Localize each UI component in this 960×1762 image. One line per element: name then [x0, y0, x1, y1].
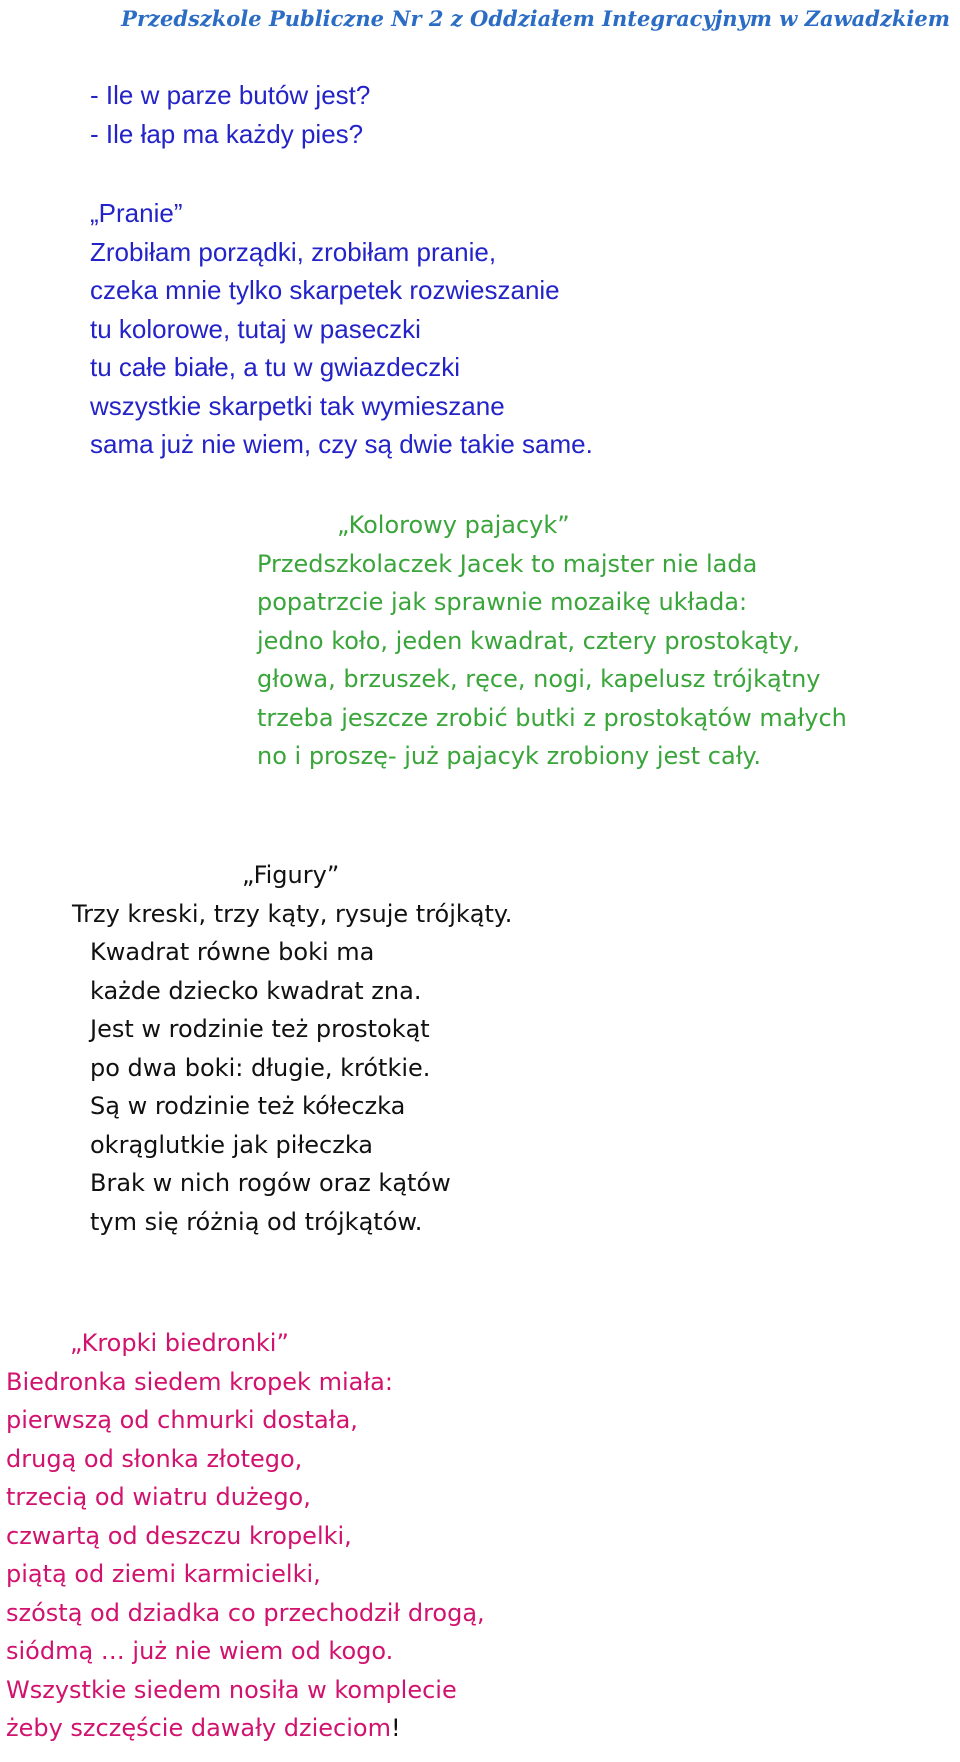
poem-title: „Figury”: [242, 861, 340, 889]
question-line: - Ile łap ma każdy pies?: [90, 118, 364, 149]
poem-line: no i proszę- już pajacyk zrobiony jest cały.: [257, 742, 761, 770]
poem-line: tym się różnią od trójkątów.: [90, 1207, 423, 1236]
exclamation-mark: !: [390, 1714, 401, 1742]
poem-line: pierwszą od chmurki dostała,: [6, 1406, 358, 1434]
poem-line: czwartą od deszczu kropelki,: [6, 1521, 352, 1550]
poem-line: Biedronka siedem kropek miała:: [6, 1367, 393, 1396]
poem-line: Wszystkie siedem nosiła w komplecie: [6, 1675, 457, 1704]
poem-line: Jest w rodzinie też prostokąt: [90, 1015, 430, 1043]
poem-line: popatrzcie jak sprawnie mozaikę układa:: [257, 588, 748, 616]
poem-line: czeka mnie tylko skarpetek rozwieszanie: [90, 275, 560, 305]
poem-line: trzeba jeszcze zrobić butki z prostokątów małych: [257, 703, 847, 732]
poem-line: po dwa boki: długie, krótkie.: [90, 1053, 431, 1082]
poem-line: siódmą … już nie wiem od kogo.: [6, 1637, 394, 1665]
poem-line: głowa, brzuszek, ręce, nogi, kapelusz trójkątny: [257, 665, 821, 693]
poem-line: sama już nie wiem, czy są dwie takie same.: [90, 429, 593, 459]
page-header: Przedszkole Publiczne Nr 2 z Oddziałem Integracyjnym w Zawadzkiem: [121, 6, 950, 31]
poem-title: „Pranie”: [90, 198, 183, 228]
poem-kropki-biedronki: [6, 1324, 485, 1748]
poem-line: wszystkie skarpetki tak wymieszane: [90, 390, 505, 421]
poem-line: Zrobiłam porządki, zrobiłam pranie,: [90, 236, 497, 267]
poem-line: jedno koło, jeden kwadrat, cztery prostokąty,: [257, 626, 801, 655]
poem-title: „Kropki biedronki”: [70, 1329, 289, 1357]
question-line: - Ile w parze butów jest?: [90, 80, 371, 110]
poem-line: Są w rodzinie też kółeczka: [90, 1092, 406, 1120]
poem-first-line: Trzy kreski, trzy kąty, rysuje trójkąty.: [72, 899, 513, 928]
poem-line: okrąglutkie jak piłeczka: [90, 1130, 374, 1159]
poem-line: szóstą od dziadka co przechodził drogą,: [6, 1598, 485, 1627]
poem-line: Brak w nich rogów oraz kątów: [90, 1169, 451, 1197]
questions-section: [90, 76, 370, 153]
poem-last-line-text: żeby szczęście dawały dzieciom: [6, 1714, 391, 1742]
poem-pranie: [90, 194, 593, 464]
poem-kolorowy-pajacyk: [257, 506, 847, 776]
poem-line: tu całe białe, a tu w gwiazdeczki: [90, 352, 460, 382]
poem-line: tu kolorowe, tutaj w paseczki: [90, 313, 421, 344]
poem-line: Przedszkolaczek Jacek to majster nie lada: [257, 549, 758, 578]
poem-line: Kwadrat równe boki ma: [90, 938, 375, 966]
poem-line: piątą od ziemi karmicielki,: [6, 1560, 321, 1588]
poem-figury: [72, 856, 512, 1241]
poem-line: drugą od słonka złotego,: [6, 1444, 303, 1473]
poem-line: każde dziecko kwadrat zna.: [90, 976, 422, 1005]
poem-line: trzecią od wiatru dużego,: [6, 1483, 311, 1511]
poem-title: „Kolorowy pajacyk”: [337, 511, 570, 539]
poem-last-line: [6, 1709, 485, 1748]
